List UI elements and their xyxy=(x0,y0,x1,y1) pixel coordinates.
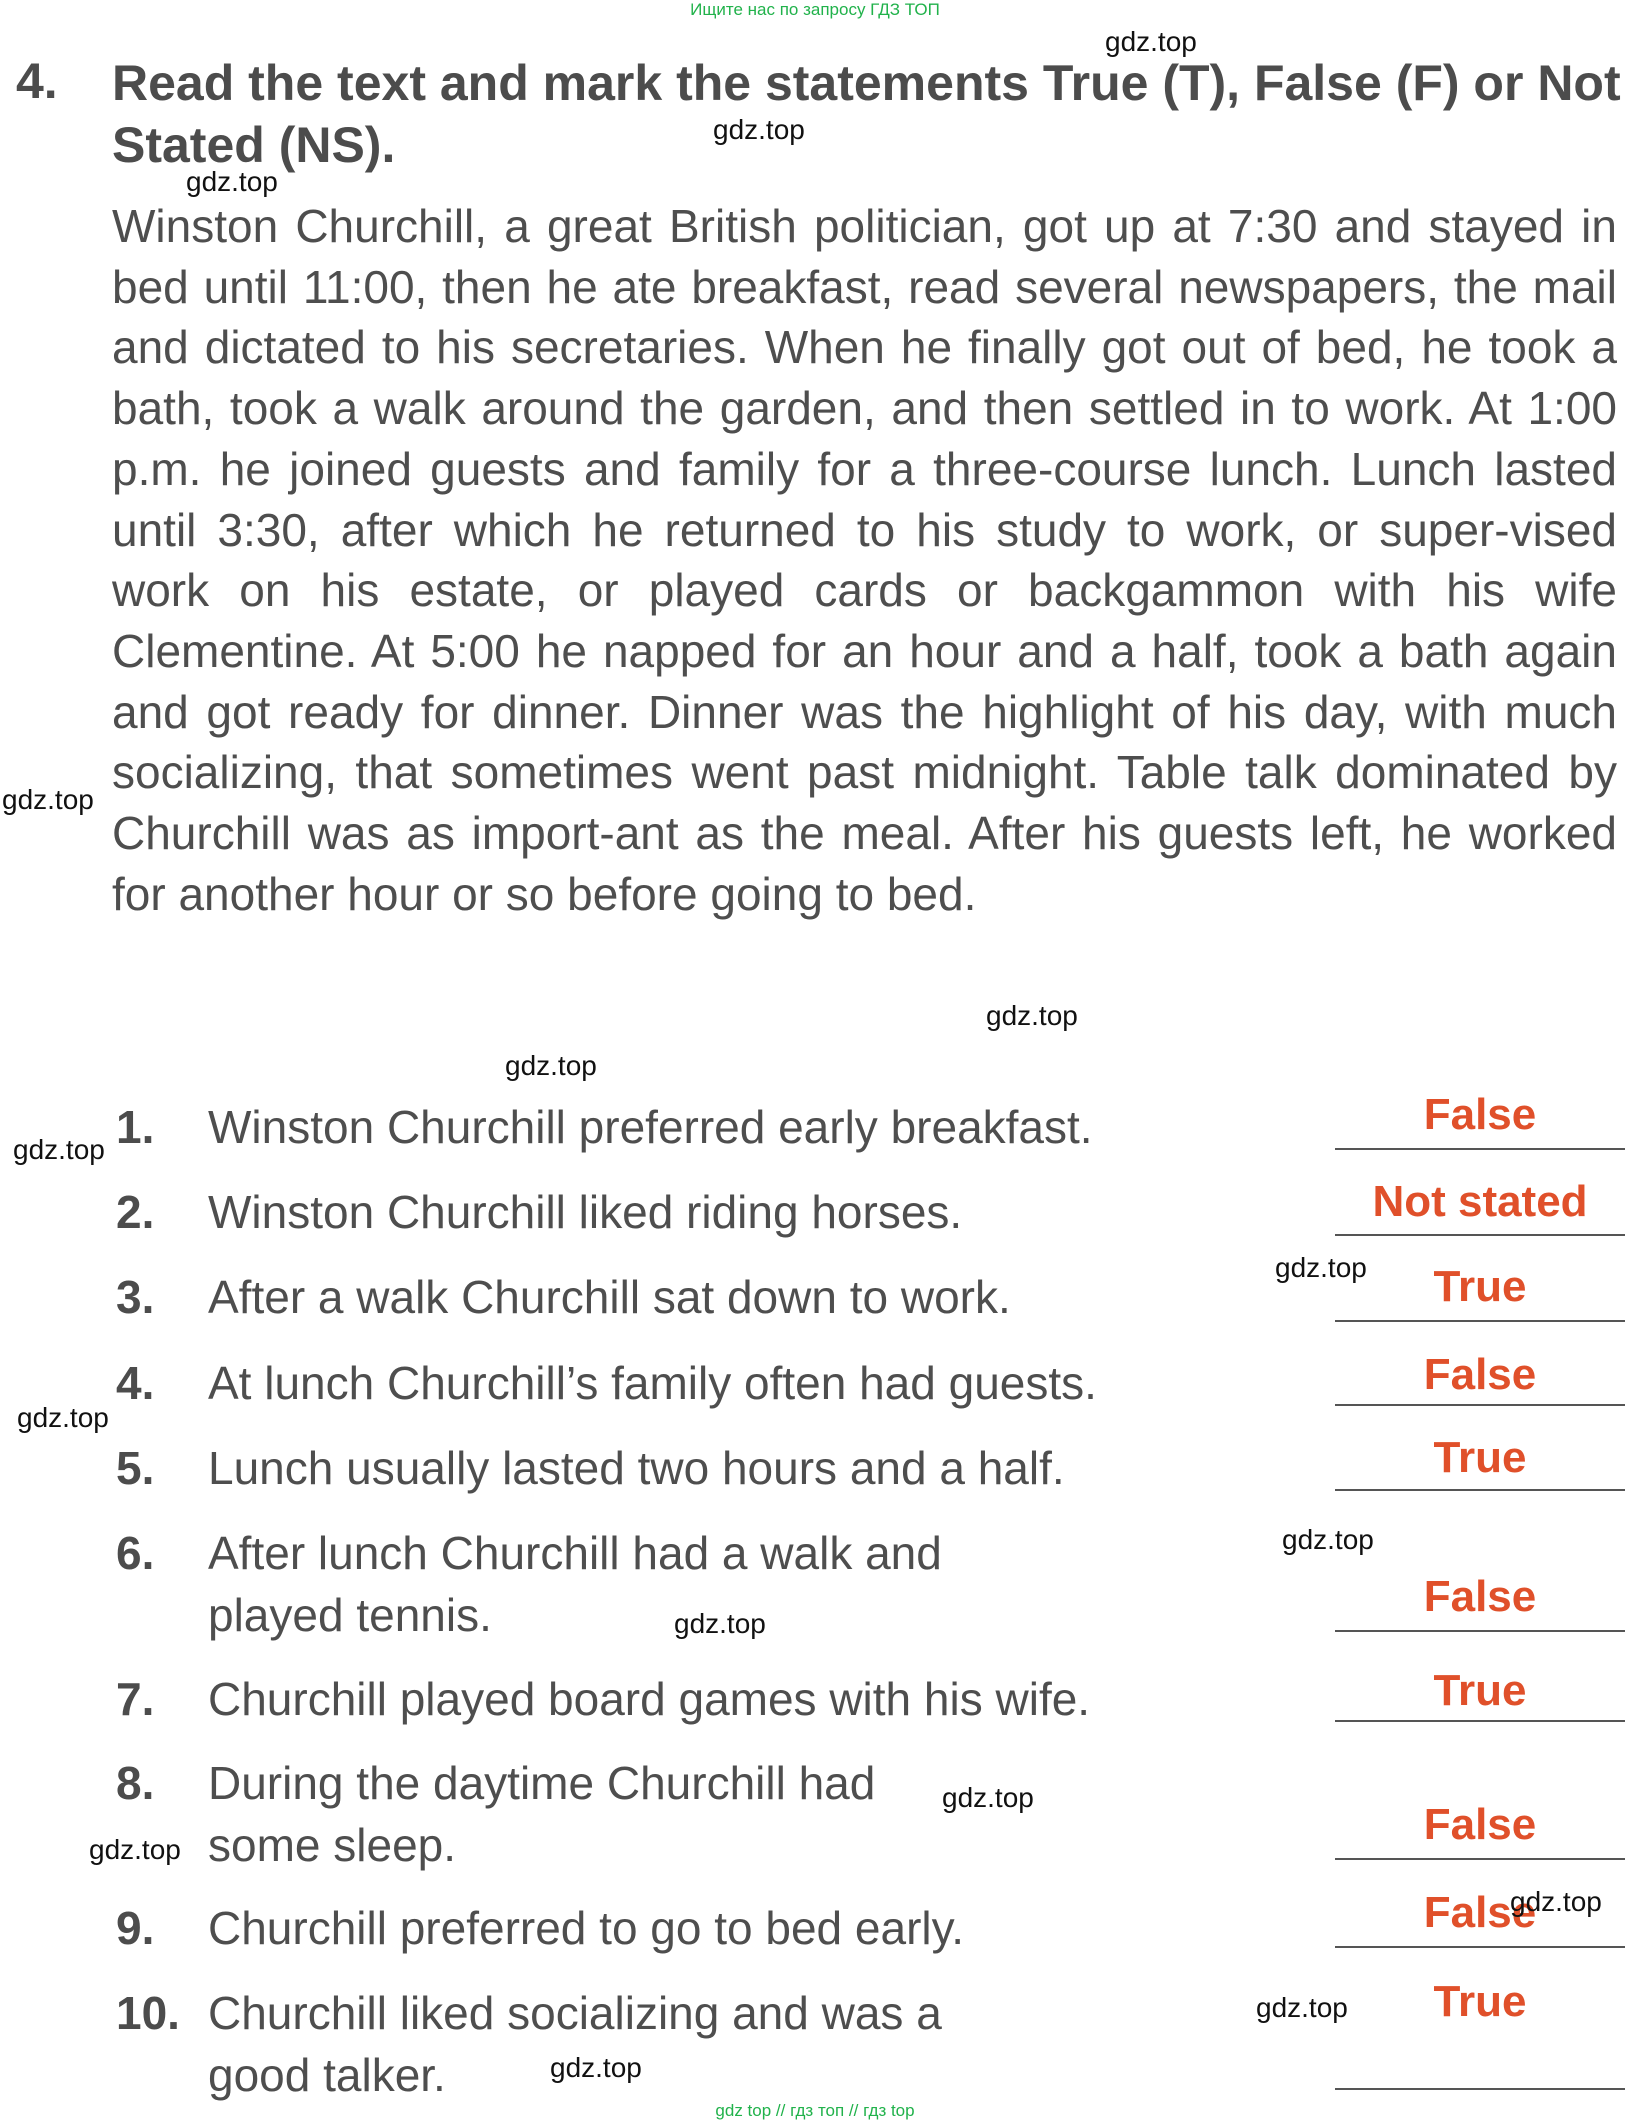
watermark: gdz.top xyxy=(986,1000,1078,1031)
statement-text: Lunch usually lasted two hours and a half. xyxy=(208,1442,1065,1494)
top-banner: Ищите нас по запросу ГДЗ ТОП xyxy=(690,0,940,19)
watermark: gdz.top xyxy=(17,1402,109,1433)
statement-number: 3. xyxy=(116,1271,155,1323)
statement-number: 1. xyxy=(116,1101,155,1153)
watermark: gdz.top xyxy=(1105,26,1197,57)
answer-line xyxy=(1335,1858,1625,1860)
statement-answer: True xyxy=(1433,1433,1527,1482)
statement-number: 10. xyxy=(116,1987,180,2039)
statement-number: 5. xyxy=(116,1442,155,1494)
watermark: gdz.top xyxy=(1275,1252,1367,1283)
watermark: gdz.top xyxy=(674,1608,766,1639)
watermark: gdz.top xyxy=(89,1834,181,1865)
statement-answer: False xyxy=(1423,1888,1537,1937)
answer-line xyxy=(1335,1946,1625,1948)
statement-text: At lunch Churchill’s family often had guests. xyxy=(208,1357,1097,1409)
statement-text: Churchill preferred to go to bed early. xyxy=(208,1902,964,1954)
watermark: gdz.top xyxy=(550,2052,642,2083)
statement-text: Churchill played board games with his wife. xyxy=(208,1673,1091,1725)
statement-number: 7. xyxy=(116,1673,155,1725)
statement-number: 4. xyxy=(116,1357,155,1409)
statement-number: 6. xyxy=(116,1527,155,1579)
watermark: gdz.top xyxy=(942,1782,1034,1813)
answer-line xyxy=(1335,1720,1625,1722)
reading-passage: Winston Churchill, a great British politician, got up at 7:30 and stayed in bed until 11:00, then he ate breakfast, read several newspapers, the mail and dictated to his secretaries. When he finally got out of bed, he took a bath, took a walk around the garden, and then settled in to work. At 1:00 p.m. he joined guests and family for a three-course lunch. Lunch lasted until 3:30, after which he returned to his study to work, or super-vised work on his estate, or played cards or backgammon with his wife Clementine. At 5:00 he napped for an hour and a half, took a bath again and got ready for dinner. Dinner was the highlight of his day, with much socializing, that sometimes went past midnight. Table talk dominated by Churchill was as import-ant as the meal. After his guests left, he worked for another hour or so before going to bed. xyxy=(112,200,1617,920)
watermark: gdz.top xyxy=(13,1134,105,1165)
watermark: gdz.top xyxy=(2,784,94,815)
statement-answer: True xyxy=(1433,1262,1527,1311)
statement-answer: False xyxy=(1423,1800,1537,1849)
watermark: gdz.top xyxy=(1282,1524,1374,1555)
statement-answer: False xyxy=(1423,1350,1537,1399)
answer-line xyxy=(1335,1234,1625,1236)
statement-answer: Not stated xyxy=(1372,1177,1588,1226)
statement-answer: False xyxy=(1423,1090,1537,1139)
answer-line xyxy=(1335,1404,1625,1406)
watermark: gdz.top xyxy=(713,114,805,145)
answer-line xyxy=(1335,1630,1625,1632)
exercise-title: Read the text and mark the statements True (T), False (F) or Not Stated (NS). xyxy=(112,55,1621,173)
statement-number: 9. xyxy=(116,1902,155,1954)
statement-number: 8. xyxy=(116,1757,155,1809)
statement-text: Churchill liked socializing and was a good talker. xyxy=(208,1987,942,2101)
statement-number: 2. xyxy=(116,1186,155,1238)
answer-line xyxy=(1335,1148,1625,1150)
statement-text: Winston Churchill liked riding horses. xyxy=(208,1186,963,1238)
statement-text: Winston Churchill preferred early breakfast. xyxy=(208,1101,1093,1153)
answer-line xyxy=(1335,1320,1625,1322)
watermark: gdz.top xyxy=(1256,1992,1348,2023)
statement-text: During the daytime Churchill had some sleep. xyxy=(208,1757,876,1871)
answer-line xyxy=(1335,1489,1625,1491)
statement-answer: False xyxy=(1423,1572,1537,1621)
watermark: gdz.top xyxy=(505,1050,597,1081)
bottom-banner: gdz top // гдз топ // гдз top xyxy=(715,2101,915,2120)
statement-text: After a walk Churchill sat down to work. xyxy=(208,1271,1011,1323)
statement-answer: True xyxy=(1433,1977,1527,2026)
watermark: gdz.top xyxy=(1510,1886,1602,1917)
statement-text: After lunch Churchill had a walk and played tennis. xyxy=(208,1527,942,1641)
answer-line xyxy=(1335,2088,1625,2090)
exercise-number: 4. xyxy=(16,53,58,109)
statement-answer: True xyxy=(1433,1666,1527,1715)
watermark: gdz.top xyxy=(186,166,278,197)
